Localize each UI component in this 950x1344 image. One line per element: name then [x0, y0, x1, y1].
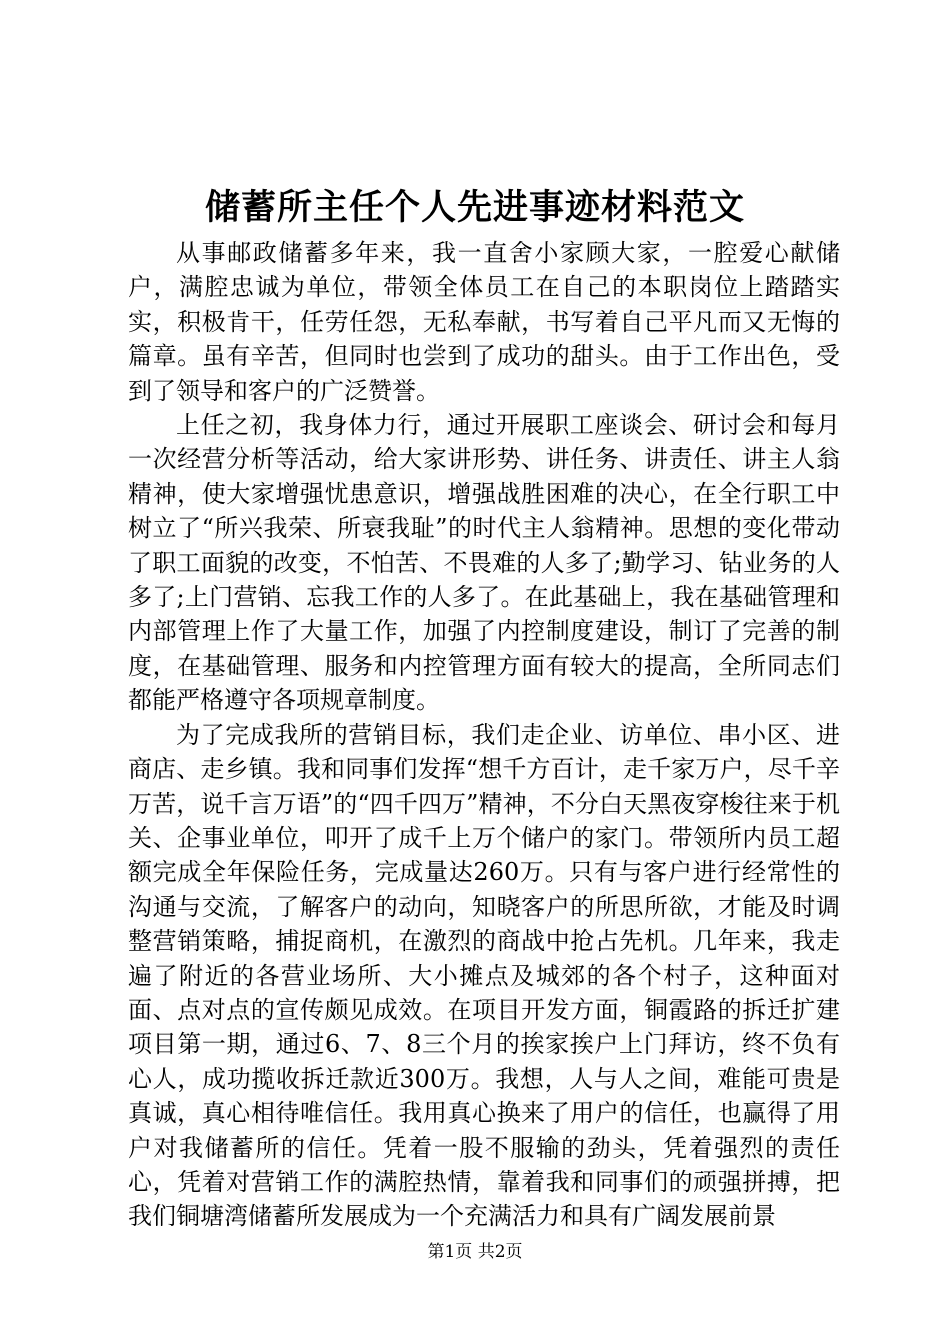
document-body — [128, 236, 840, 1234]
document-title: 储蓄所主任个人先进事迹材料范文 — [204, 188, 745, 228]
paragraph-2: 上任之初，我身体力行，通过开展职工座谈会、研讨会和每月一次经营分析等活动，给大家讲形势、讲任务、讲责任、讲主人翁精神，使大家增强忧患意识，增强战胜困难的决心，在全行职工中树立了“所兴我荣、所衰我耻”的时代主人翁精神。思想的变化带动了职工面貌的改变，不怕苦、不畏难的人多了;勤学习、钻业务的人多了;上门营销、忘我工作的人多了。在此基础上，我在基础管理和内部管理上作了大量工作，加强了内控制度建设，制订了完善的制度，在基础管理、服务和内控管理方面有较大的提高，全所同志们都能严格遵守各项规章制度。 — [128, 411, 840, 715]
paragraph-3: 为了完成我所的营销目标，我们走企业、访单位、串小区、进商店、走乡镇。我和同事们发挥“想千方百计，走千家万户，尽千辛万苦，说千言万语”的“四千四万”精神，不分白天黑夜穿梭往来于机关、企事业单位，叩开了成千上万个储户的家门。带领所内员工超额完成全年保险任务，完成量达260万。只有与客户进行经常性的沟通与交流，了解客户的动向，知晓客户的所思所欲，才能及时调整营销策略，捕捉商机，在激烈的商战中抢占先机。几年来，我走遍了附近的各营业场所、大小摊点及城郊的各个村子，这种面对面、点对点的宣传颇见成效。在项目开发方面，铜霞路的拆迁扩建项目第一期，通过6、7、8三个月的挨家挨户上门拜访，终不负有心人，成功揽收拆迁款近300万。我想，人与人之间，难能可贵是真诚，真心相待唯信任。我用真心换来了用户的信任，也赢得了用户对我储蓄所的信任。凭着一股不服输的劲头，凭着强烈的责任心，凭着对营销工作的满腔热情，靠着我和同事们的顽强拼搏，把我们铜塘湾储蓄所发展成为一个充满活力和具有广阔发展前景 — [128, 720, 840, 1231]
paragraph-1: 从事邮政储蓄多年来，我一直舍小家顾大家，一腔爱心献储户，满腔忠诚为单位，带领全体员工在自己的本职岗位上踏踏实实，积极肯干，任劳任怨，无私奉献，书写着自己平凡而又无悔的篇章。虽有辛苦，但同时也尝到了成功的甜头。由于工作出色，受到了领导和客户的广泛赞誉。 — [128, 239, 840, 405]
page-number-footer: 第1页 共2页 — [427, 1242, 523, 1262]
